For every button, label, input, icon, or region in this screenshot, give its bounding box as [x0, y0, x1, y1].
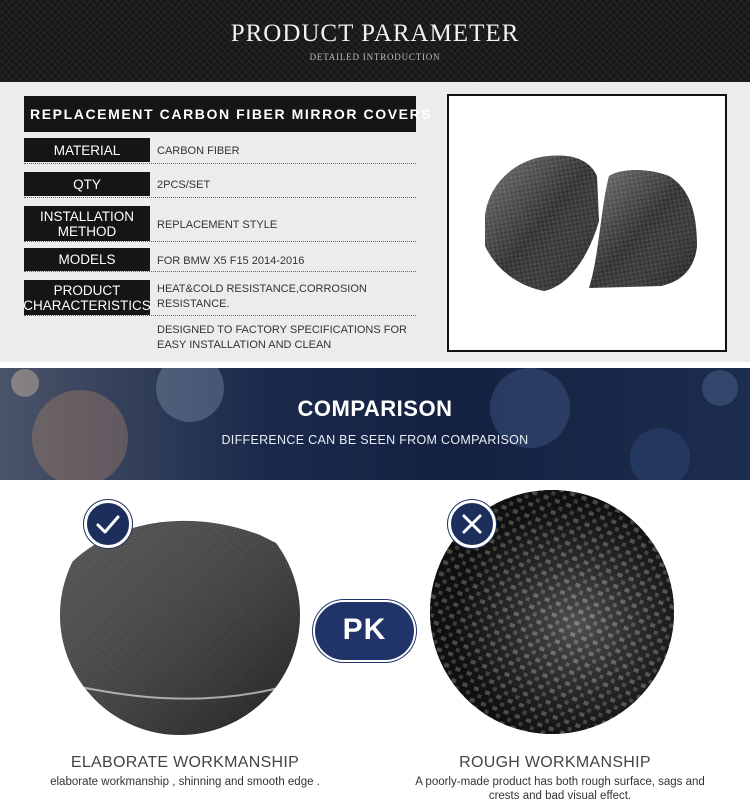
- bad-caption-title: ROUGH WORKMANSHIP: [459, 754, 651, 771]
- param-label: QTY: [24, 172, 150, 196]
- param-label: MATERIAL: [24, 138, 150, 162]
- comparison-subtitle: DIFFERENCE CAN BE SEEN FROM COMPARISON: [221, 433, 529, 447]
- product-name-banner: REPLACEMENT CARBON FIBER MIRROR COVERS: [24, 96, 416, 132]
- pk-badge: PK: [313, 600, 416, 662]
- comparison-banner: [0, 368, 750, 480]
- param-row-installation: [24, 206, 416, 242]
- param-value: FOR BMW X5 F15 2014-2016: [157, 255, 305, 267]
- param-value: REPLACEMENT STYLE: [157, 219, 278, 231]
- param-row-characteristics: [24, 280, 416, 316]
- check-icon: [84, 500, 132, 548]
- param-label: MODELS: [24, 248, 150, 271]
- comparison-title: COMPARISON: [297, 396, 453, 421]
- x-icon: [448, 500, 496, 548]
- param-label: INSTALLATION METHOD: [24, 206, 150, 241]
- page-subtitle: DETAILED INTRODUCTION: [309, 52, 441, 62]
- param-label: PRODUCT CHARACTERISTICS: [24, 280, 150, 315]
- param-value: 2PCS/SET: [157, 179, 211, 191]
- param-value: CARBON FIBER: [157, 145, 240, 157]
- mirror-covers-image: [449, 96, 725, 350]
- bokeh-background: [0, 368, 750, 480]
- bad-caption-description: A poorly-made product has both rough surface, sags and crests and bad visual effect.: [415, 776, 705, 802]
- page-title: PRODUCT PARAMETER: [230, 20, 520, 47]
- param-row-qty: [24, 172, 416, 198]
- good-caption-description: elaborate workmanship , shinning and smooth edge .: [50, 776, 320, 788]
- good-caption-title: ELABORATE WORKMANSHIP: [70, 754, 300, 771]
- param-value: HEAT&COLD RESISTANCE,CORROSION RESISTANCE.: [157, 283, 367, 310]
- header-bar: [0, 0, 750, 82]
- param-row-models: [24, 248, 416, 272]
- param-note: DESIGNED TO FACTORY SPECIFICATIONS FOR EASY INSTALLATION AND CLEAN: [157, 324, 407, 351]
- param-row-material: [24, 138, 416, 164]
- product-photo: [447, 94, 727, 352]
